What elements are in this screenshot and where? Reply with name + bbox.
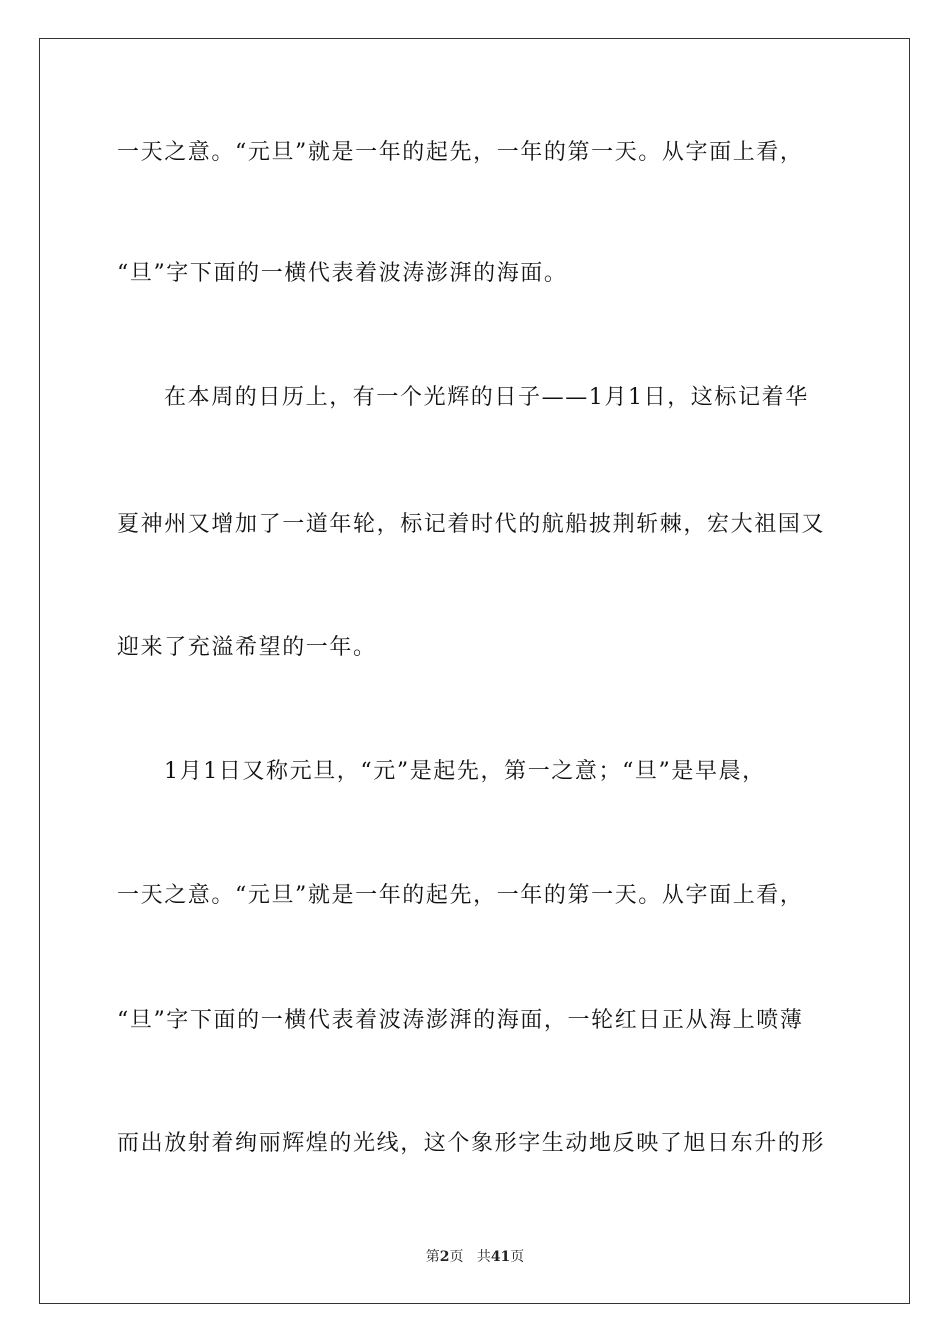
page-prefix: 第 — [425, 1249, 440, 1265]
page-border — [39, 38, 910, 1304]
text-line: 一天之意。“元旦”就是一年的起先，一年的第一天。从字面上看， — [117, 140, 804, 165]
text-line: 而出放射着绚丽辉煌的光线，这个象形字生动地反映了旭日东升的形 — [117, 1131, 826, 1156]
text-line: “旦”字下面的一横代表着波涛澎湃的海面，一轮红日正从海上喷薄 — [117, 1008, 804, 1033]
total-pages: 41 — [490, 1249, 511, 1265]
text-line: 夏神州又增加了一道年轮，标记着时代的航船披荆斩棘，宏大祖国又 — [117, 512, 826, 537]
text-line: 迎来了充溢希望的一年。 — [117, 635, 377, 660]
text-line: “旦”字下面的一横代表着波涛澎湃的海面。 — [117, 261, 568, 286]
page-footer — [0, 1248, 950, 1266]
page-number: 2 — [439, 1249, 450, 1265]
text-line: 一天之意。“元旦”就是一年的起先，一年的第一天。从字面上看， — [117, 883, 804, 908]
page-suffix: 页 — [449, 1249, 464, 1265]
total-suffix: 页 — [510, 1249, 525, 1265]
total-prefix: 共 — [476, 1249, 491, 1265]
paragraph-start-line: 1月1日又称元旦，“元”是起先，第一之意；“旦”是早晨， — [164, 759, 766, 784]
paragraph-start-line: 在本周的日历上，有一个光辉的日子——1月1日，这标记着华 — [164, 385, 809, 410]
